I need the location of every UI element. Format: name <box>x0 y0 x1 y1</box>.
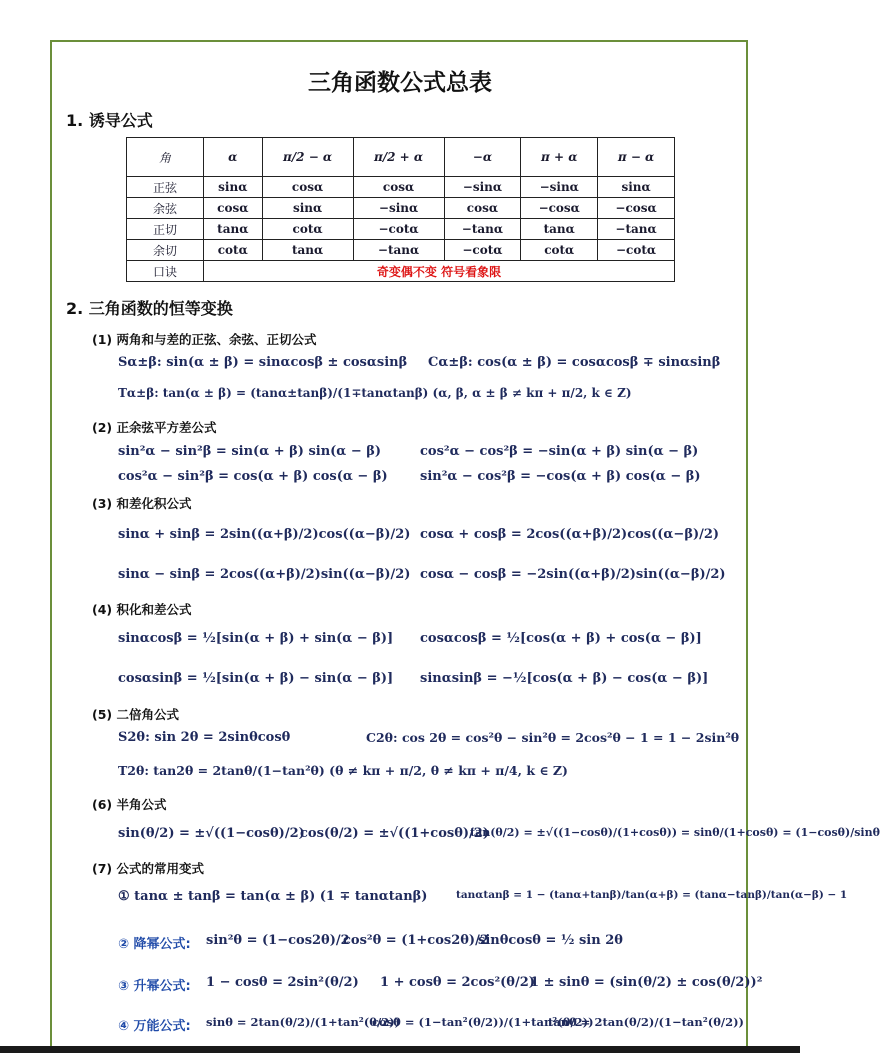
subsection-5-heading: (5) 二倍角公式 <box>92 707 179 722</box>
formula-universal-tan: tanθ = 2tan(θ/2)/(1−tan²(θ/2)) <box>548 1015 744 1029</box>
table-cell: cosα <box>204 198 263 219</box>
table-cell: −cosα <box>598 198 675 219</box>
power-reduction-label: ② 降幂公式: <box>118 937 191 952</box>
formula-product-to-sum-2: cosαcosβ = ½[cos(α + β) + cos(α − β)] <box>420 631 702 646</box>
formula-sum-to-product-2: cosα + cosβ = 2cos((α+β)/2)cos((α−β)/2) <box>420 527 720 542</box>
induction-formula-table <box>126 137 675 282</box>
table-cell: −tanα <box>353 240 444 261</box>
table-cell: −sinα <box>353 198 444 219</box>
formula-double-sin: S2θ: sin 2θ = 2sinθcosθ <box>118 730 291 745</box>
table-cell: 正切 <box>127 219 204 240</box>
formula-power-raising-3: 1 ± sinθ = (sin(θ/2) ± cos(θ/2))² <box>530 975 763 990</box>
formula-power-reduction-sin: sin²θ = (1−cos2θ)/2 <box>206 933 350 948</box>
table-cell: −cosα <box>521 198 598 219</box>
mnemonic-text: 奇变偶不变 符号看象限 <box>204 261 675 282</box>
formula-power-reduction-cos: cos²θ = (1+cos2θ)/2 <box>343 933 489 948</box>
table-cell: sinα <box>598 177 675 198</box>
formula-sum-to-product-4: cosα − cosβ = −2sin((α+β)/2)sin((α−β)/2) <box>420 567 726 582</box>
formula-sin-cos-sq-diff: sin²α − cos²β = −cos(α + β) cos(α − β) <box>420 469 701 484</box>
formula-sin-sq-diff: sin²α − sin²β = sin(α + β) sin(α − β) <box>118 444 382 459</box>
subsection-2-heading: (2) 正余弦平方差公式 <box>92 420 217 435</box>
table-cell: −sinα <box>521 177 598 198</box>
subsection-1-heading: (1) 两角和与差的正弦、余弦、正切公式 <box>92 332 317 347</box>
table-cell: −tanα <box>598 219 675 240</box>
formula-sin-sum: Sα±β: sin(α ± β) = sinαcosβ ± cosαsinβ <box>118 355 408 370</box>
table-cell: 余切 <box>127 240 204 261</box>
table-row <box>127 198 675 219</box>
formula-tan-variant-1: ① tanα ± tanβ = tan(α ± β) (1 ∓ tanαtanβ) <box>118 889 428 904</box>
formula-universal-sin: sinθ = 2tan(θ/2)/(1+tan²(θ/2)) <box>206 1015 401 1029</box>
formula-power-raising-2: 1 + cosθ = 2cos²(θ/2) <box>380 975 535 990</box>
subsection-7-heading: (7) 公式的常用变式 <box>92 861 204 876</box>
table-row-mnemonic <box>127 261 675 282</box>
table-cell: cosα <box>262 177 353 198</box>
table-cell: −cotα <box>444 240 521 261</box>
table-cell: cotα <box>204 240 263 261</box>
table-cell: sinα <box>204 177 263 198</box>
formula-half-tan: tan(θ/2) = ±√((1−cosθ)/(1+cosθ)) = sinθ/(1+cosθ) = (1−cosθ)/sinθ <box>470 826 880 839</box>
subsection-6-heading: (6) 半角公式 <box>92 797 167 812</box>
formula-double-cos: C2θ: cos 2θ = cos²θ − sin²θ = 2cos²θ − 1 = 1 − 2sin²θ <box>366 730 740 745</box>
subsection-4-heading: (4) 积化和差公式 <box>92 602 192 617</box>
formula-tan-variant-2: tanαtanβ = 1 − (tanα+tanβ)/tan(α+β) = (tanα−tanβ)/tan(α−β) − 1 <box>456 889 848 901</box>
table-header-cell: π/2 + α <box>353 138 444 177</box>
formula-double-tan: T2θ: tan2θ = 2tanθ/(1−tan²θ) (θ ≠ kπ + π/2, θ ≠ kπ + π/4, k ∈ Z) <box>118 763 568 778</box>
table-cell: cosα <box>444 198 521 219</box>
subsection-3-heading: (3) 和差化积公式 <box>92 496 192 511</box>
table-cell: 余弦 <box>127 198 204 219</box>
table-cell: cotα <box>521 240 598 261</box>
table-header-cell: π − α <box>598 138 675 177</box>
table-row <box>127 219 675 240</box>
table-cell: −tanα <box>444 219 521 240</box>
table-cell: cosα <box>353 177 444 198</box>
table-cell: sinα <box>262 198 353 219</box>
formula-product-to-sum-3: cosαsinβ = ½[sin(α + β) − sin(α − β)] <box>118 671 394 686</box>
formula-tan-sum: Tα±β: tan(α ± β) = (tanα±tanβ)/(1∓tanαtanβ) (α, β, α ± β ≠ kπ + π/2, k ∈ Z) <box>118 386 632 400</box>
table-cell: −sinα <box>444 177 521 198</box>
table-cell: cotα <box>262 219 353 240</box>
power-raising-label: ③ 升幂公式: <box>118 979 191 994</box>
formula-cos-sum: Cα±β: cos(α ± β) = cosαcosβ ∓ sinαsinβ <box>428 355 721 370</box>
formula-cos-sin-sq-diff: cos²α − sin²β = cos(α + β) cos(α − β) <box>118 469 388 484</box>
table-cell: tanα <box>262 240 353 261</box>
formula-half-cos: cos(θ/2) = ±√((1+cosθ)/2) <box>300 826 489 841</box>
table-header-cell: α <box>204 138 263 177</box>
bottom-border <box>0 1046 800 1053</box>
formula-sum-to-product-1: sinα + sinβ = 2sin((α+β)/2)cos((α−β)/2) <box>118 527 411 542</box>
table-header-row <box>127 138 675 177</box>
section-1-heading: 1. 诱导公式 <box>66 111 153 130</box>
page-title: 三角函数公式总表 <box>308 70 492 96</box>
formula-half-sin: sin(θ/2) = ±√((1−cosθ)/2) <box>118 826 305 841</box>
table-cell: tanα <box>521 219 598 240</box>
table-header-cell: π + α <box>521 138 598 177</box>
formula-power-reduction-sincos: sinθcosθ = ½ sin 2θ <box>478 933 623 948</box>
table-cell: tanα <box>204 219 263 240</box>
formula-product-to-sum-1: sinαcosβ = ½[sin(α + β) + sin(α − β)] <box>118 631 394 646</box>
formula-power-raising-1: 1 − cosθ = 2sin²(θ/2) <box>206 975 359 990</box>
section-2-heading: 2. 三角函数的恒等变换 <box>66 299 233 318</box>
table-cell: 正弦 <box>127 177 204 198</box>
formula-sum-to-product-3: sinα − sinβ = 2cos((α+β)/2)sin((α−β)/2) <box>118 567 411 582</box>
formula-universal-cos: cosθ = (1−tan²(θ/2))/(1+tan²(θ/2)) <box>372 1015 594 1029</box>
formula-product-to-sum-4: sinαsinβ = −½[cos(α + β) − cos(α − β)] <box>420 671 709 686</box>
table-header-cell: −α <box>444 138 521 177</box>
table-header-cell: π/2 − α <box>262 138 353 177</box>
table-row <box>127 240 675 261</box>
table-cell: −cotα <box>353 219 444 240</box>
table-row <box>127 177 675 198</box>
formula-cos-sq-diff: cos²α − cos²β = −sin(α + β) sin(α − β) <box>420 444 699 459</box>
table-header-cell: 角 <box>127 138 204 177</box>
table-cell: −cotα <box>598 240 675 261</box>
mnemonic-label: 口诀 <box>127 261 204 282</box>
universal-formula-label: ④ 万能公式: <box>118 1019 191 1034</box>
